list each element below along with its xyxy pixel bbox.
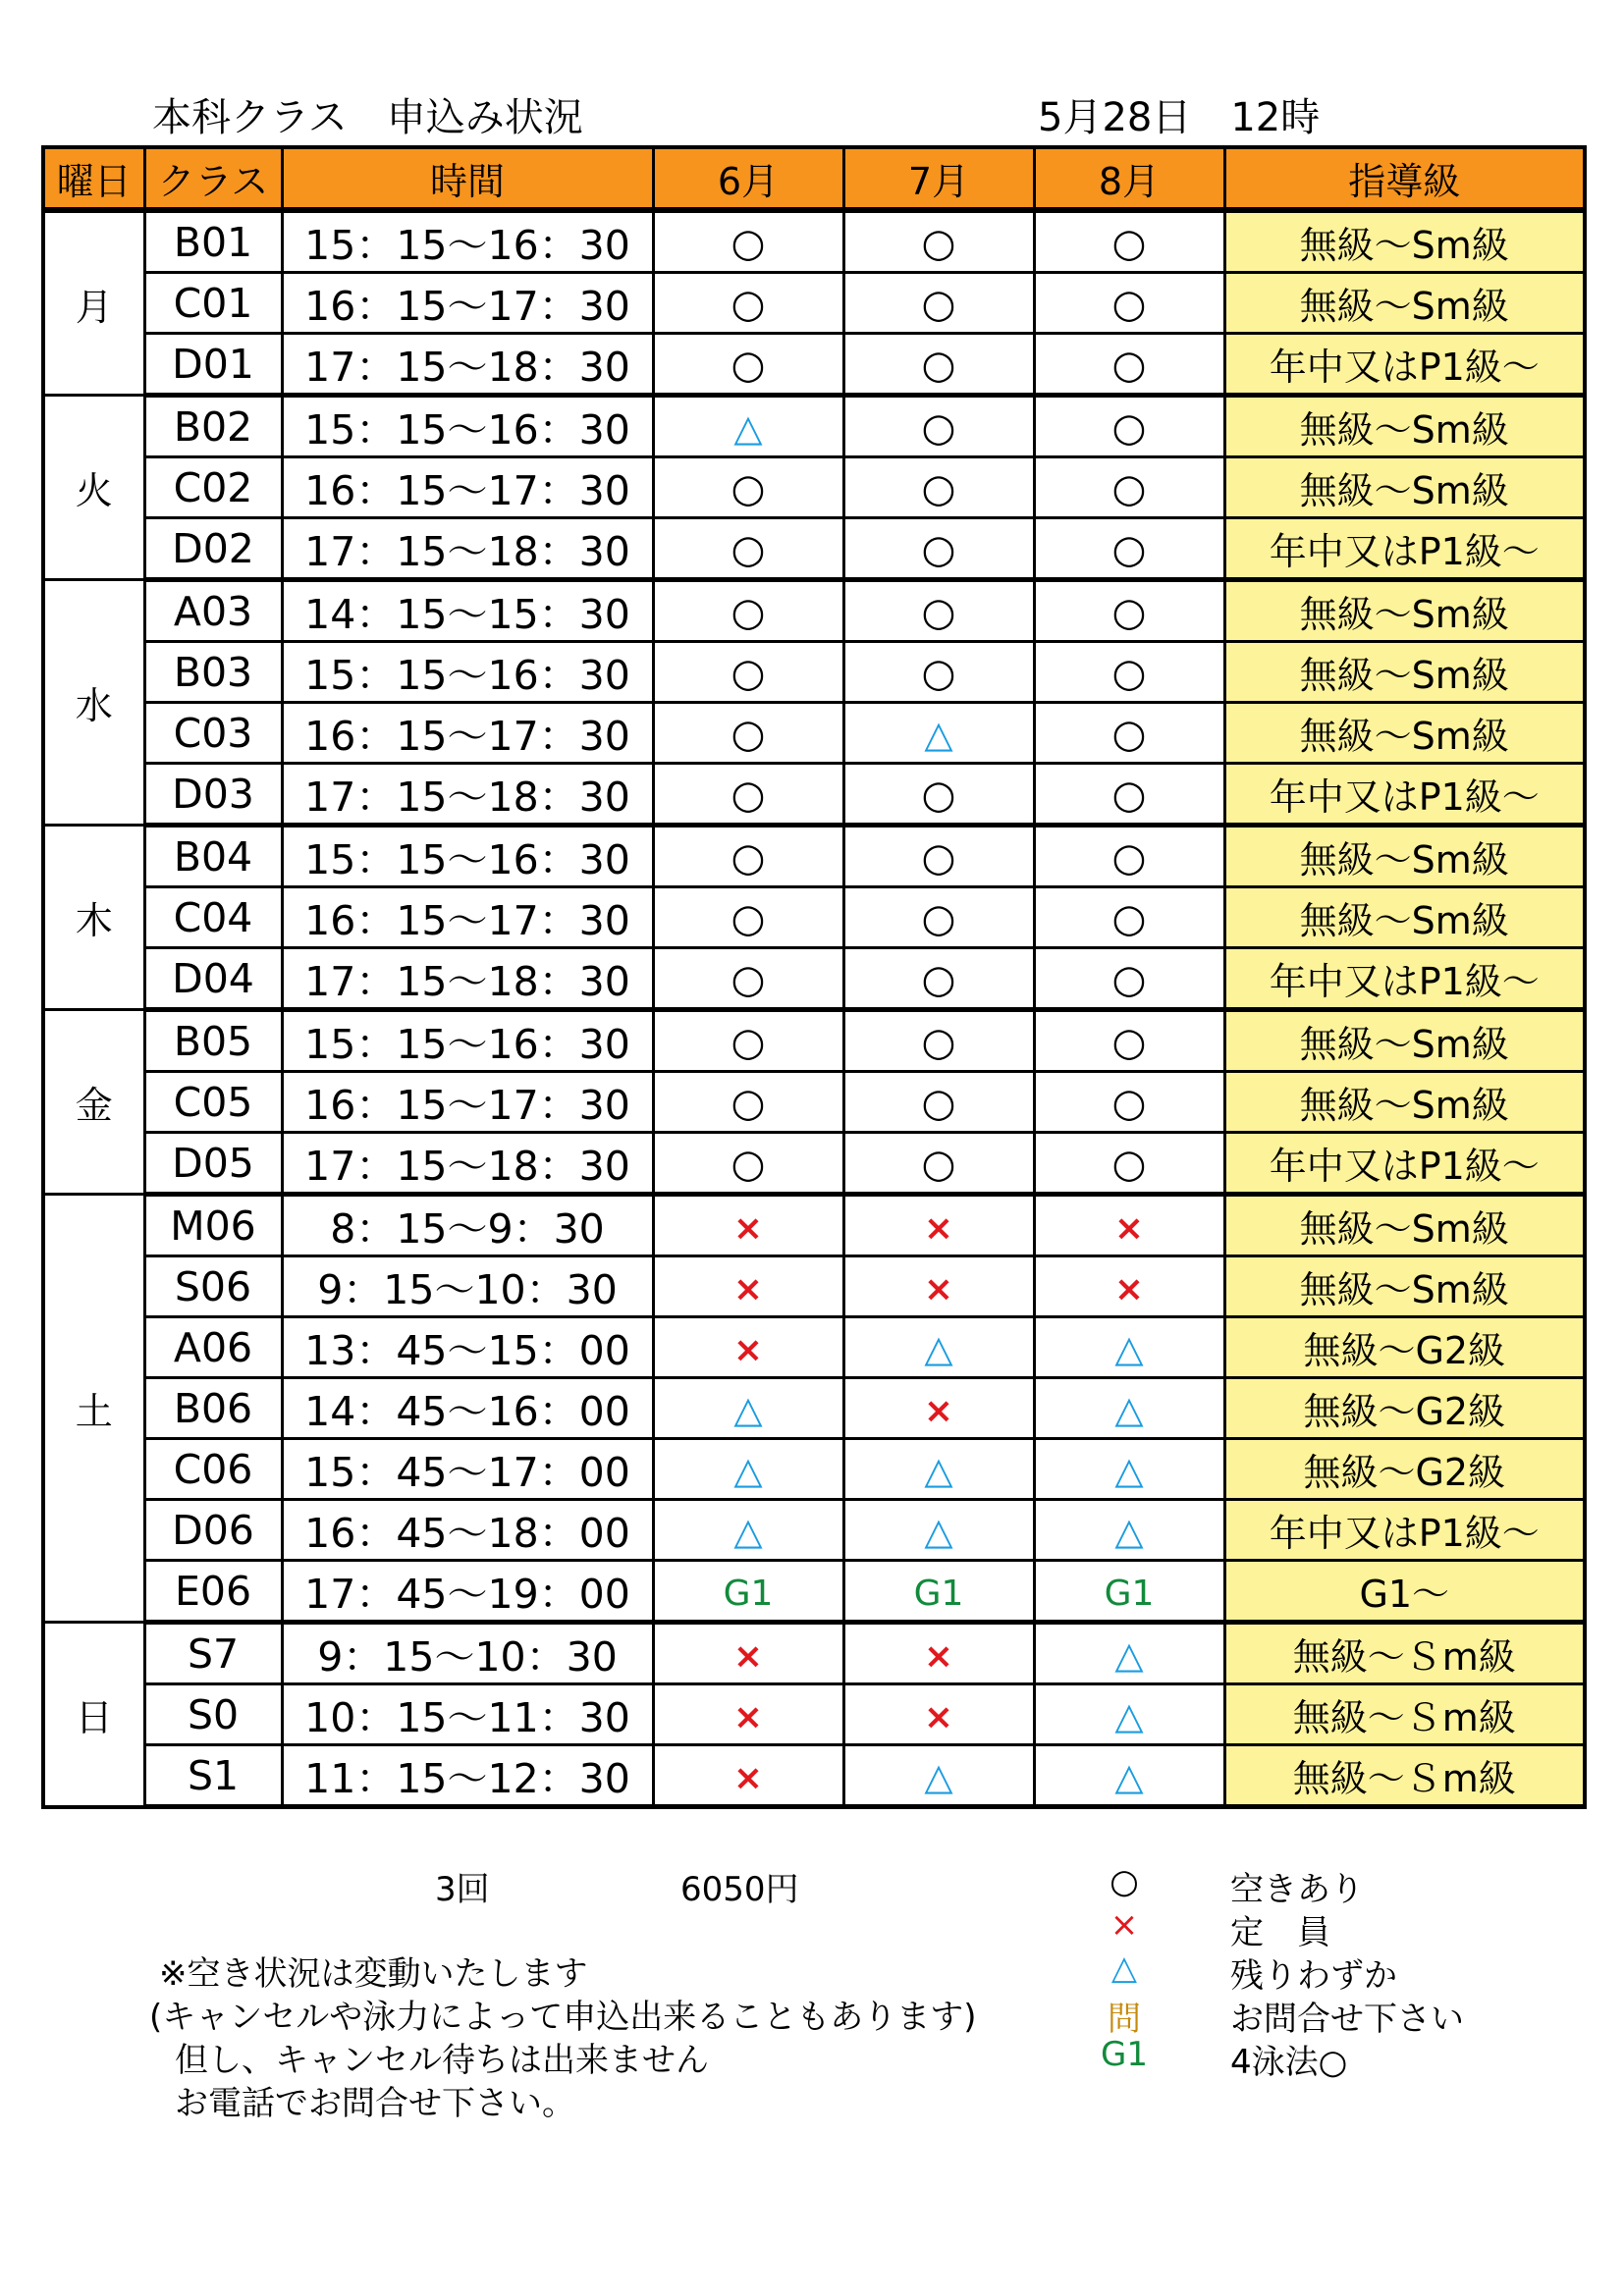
legend-mark: ○ <box>1110 1862 1139 1901</box>
table-row <box>43 1439 1585 1500</box>
availability-july-cell <box>843 826 1034 887</box>
availability-mark: ○ <box>731 1080 766 1126</box>
level-cell: 無級～Sm級 <box>1224 703 1585 764</box>
availability-june-cell <box>653 1561 843 1623</box>
availability-mark: △ <box>924 1509 953 1553</box>
class-code-cell: C06 <box>144 1439 282 1500</box>
note-line: (キャンセルや泳力によって申込出来ることもあります) <box>149 1998 977 2037</box>
availability-mark: ○ <box>731 465 766 511</box>
level-cell: 年中又はP1級～ <box>1224 764 1585 826</box>
level-cell: 年中又はP1級～ <box>1224 1133 1585 1195</box>
time-cell: 15：45～17：00 <box>282 1439 653 1500</box>
time-cell: 17：15～18：30 <box>282 334 653 396</box>
availability-mark: △ <box>733 1387 763 1431</box>
availability-mark: △ <box>924 1326 953 1370</box>
availability-mark: ○ <box>921 220 956 266</box>
availability-mark: △ <box>1114 1632 1144 1677</box>
availability-mark: ○ <box>921 465 956 511</box>
class-code-cell: C02 <box>144 457 282 518</box>
availability-august-cell <box>1034 948 1224 1010</box>
availability-june-cell <box>653 703 843 764</box>
time-cell: 14：45～16：00 <box>282 1378 653 1439</box>
time-cell: 15：15～16：30 <box>282 396 653 457</box>
time-cell: 16：15～17：30 <box>282 457 653 518</box>
availability-august-cell <box>1034 1561 1224 1623</box>
note-line: お電話でお問合せ下さい。 <box>175 2084 575 2123</box>
table-row <box>43 703 1585 764</box>
level-cell: 無級～G2級 <box>1224 1317 1585 1378</box>
level-cell: G1～ <box>1224 1561 1585 1623</box>
availability-july-cell <box>843 764 1034 826</box>
level-cell: 年中又はP1級～ <box>1224 1500 1585 1561</box>
table-row <box>43 1500 1585 1561</box>
level-cell: 年中又はP1級～ <box>1224 518 1585 580</box>
col-header-level: 指導級 <box>1224 147 1585 210</box>
legend-label: お問合せ下さい <box>1230 2000 1464 2039</box>
availability-august-cell <box>1034 642 1224 703</box>
weekday-cell: 金 <box>43 1010 144 1195</box>
lesson-count: 3回 <box>435 1870 490 1909</box>
availability-mark: △ <box>924 1448 953 1492</box>
availability-mark: × <box>732 1207 764 1249</box>
availability-mark: ○ <box>1111 1080 1147 1126</box>
availability-july-cell <box>843 1684 1034 1745</box>
time-cell: 10：15～11：30 <box>282 1684 653 1745</box>
availability-july-cell <box>843 642 1034 703</box>
class-code-cell: A03 <box>144 580 282 642</box>
availability-july-cell <box>843 1623 1034 1684</box>
col-header-june: 6月 <box>653 147 843 210</box>
availability-mark: △ <box>1114 1754 1144 1798</box>
time-cell: 15：15～16：30 <box>282 210 653 273</box>
class-code-cell: S7 <box>144 1623 282 1684</box>
availability-june-cell <box>653 210 843 273</box>
time-cell: 16：15～17：30 <box>282 703 653 764</box>
availability-mark: ○ <box>731 526 766 572</box>
table-row <box>43 1317 1585 1378</box>
availability-mark: × <box>732 1696 764 1737</box>
availability-august-cell <box>1034 764 1224 826</box>
availability-mark: ○ <box>921 404 956 451</box>
availability-august-cell <box>1034 396 1224 457</box>
table-row <box>43 948 1585 1010</box>
availability-mark: ○ <box>731 1141 766 1187</box>
level-cell: 無級～Sm級 <box>1224 1195 1585 1256</box>
availability-august-cell <box>1034 1317 1224 1378</box>
availability-july-cell <box>843 1439 1034 1500</box>
level-cell: 年中又はP1級～ <box>1224 948 1585 1010</box>
availability-july-cell <box>843 1561 1034 1623</box>
col-header-august: 8月 <box>1034 147 1224 210</box>
level-cell: 無級～Sm級 <box>1224 210 1585 273</box>
availability-june-cell <box>653 1623 843 1684</box>
availability-august-cell <box>1034 1072 1224 1133</box>
availability-mark: ○ <box>1111 1141 1147 1187</box>
weekday-cell: 日 <box>43 1623 144 1807</box>
availability-mark: ○ <box>921 956 956 1002</box>
availability-july-cell <box>843 334 1034 396</box>
availability-august-cell <box>1034 887 1224 948</box>
weekday-cell: 木 <box>43 826 144 1010</box>
availability-july-cell <box>843 518 1034 580</box>
availability-mark: ○ <box>921 834 956 881</box>
availability-july-cell <box>843 457 1034 518</box>
availability-august-cell <box>1034 1500 1224 1561</box>
col-header-day: 曜日 <box>43 147 144 210</box>
availability-mark: ○ <box>731 895 766 941</box>
table-row <box>43 1623 1585 1684</box>
page-title: 本科クラス 申込み状況 <box>152 95 583 140</box>
availability-june-cell <box>653 396 843 457</box>
level-cell: 無級～Sm級 <box>1224 1072 1585 1133</box>
class-code-cell: B04 <box>144 826 282 887</box>
availability-mark: △ <box>1114 1693 1144 1737</box>
level-cell: 無級～Sm級 <box>1224 396 1585 457</box>
level-cell: 無級～G2級 <box>1224 1439 1585 1500</box>
availability-july-cell <box>843 1010 1034 1072</box>
time-cell: 16：15～17：30 <box>282 887 653 948</box>
availability-mark: × <box>1113 1207 1145 1249</box>
availability-june-cell <box>653 1745 843 1807</box>
time-cell: 9：15～10：30 <box>282 1256 653 1317</box>
availability-june-cell <box>653 1684 843 1745</box>
col-header-july: 7月 <box>843 147 1034 210</box>
availability-june-cell <box>653 334 843 396</box>
table-row <box>43 826 1585 887</box>
availability-mark: ○ <box>731 650 766 696</box>
availability-august-cell <box>1034 826 1224 887</box>
availability-mark: × <box>732 1329 764 1370</box>
availability-august-cell <box>1034 334 1224 396</box>
legend-label: 残りわずか <box>1230 1956 1397 1996</box>
schedule-table <box>41 145 1587 1809</box>
availability-june-cell <box>653 1378 843 1439</box>
availability-july-cell <box>843 1195 1034 1256</box>
weekday-cell: 火 <box>43 396 144 580</box>
availability-mark: △ <box>733 405 763 450</box>
availability-july-cell <box>843 1378 1034 1439</box>
level-cell: 無級～Sm級 <box>1224 457 1585 518</box>
table-row <box>43 396 1585 457</box>
availability-mark: ○ <box>1111 834 1147 881</box>
availability-june-cell <box>653 1072 843 1133</box>
availability-mark: × <box>1113 1268 1145 1309</box>
availability-mark: ○ <box>1111 895 1147 941</box>
level-cell: 無級～Ｓm級 <box>1224 1623 1585 1684</box>
legend-label: 定 員 <box>1230 1913 1330 1952</box>
availability-mark: × <box>923 1207 954 1249</box>
availability-august-cell <box>1034 273 1224 334</box>
class-code-cell: C04 <box>144 887 282 948</box>
legend-label: 4泳法○ <box>1230 2043 1348 2082</box>
availability-june-cell <box>653 457 843 518</box>
table-row <box>43 1072 1585 1133</box>
table-row <box>43 887 1585 948</box>
class-code-cell: D05 <box>144 1133 282 1195</box>
availability-august-cell <box>1034 210 1224 273</box>
class-code-cell: D06 <box>144 1500 282 1561</box>
table-header-row <box>43 147 1585 210</box>
availability-mark: ○ <box>921 650 956 696</box>
class-code-cell: B02 <box>144 396 282 457</box>
availability-july-cell <box>843 887 1034 948</box>
table-row <box>43 764 1585 826</box>
table-row <box>43 1561 1585 1623</box>
class-code-cell: D04 <box>144 948 282 1010</box>
availability-mark: ○ <box>921 526 956 572</box>
availability-mark: × <box>923 1268 954 1309</box>
weekday-cell: 土 <box>43 1195 144 1623</box>
table-row <box>43 1378 1585 1439</box>
legend-mark: 問 <box>1108 2000 1141 2039</box>
availability-mark: △ <box>1114 1509 1144 1553</box>
availability-june-cell <box>653 518 843 580</box>
availability-mark: ○ <box>731 956 766 1002</box>
availability-july-cell <box>843 1133 1034 1195</box>
class-code-cell: S1 <box>144 1745 282 1807</box>
availability-june-cell <box>653 764 843 826</box>
level-cell: 無級～Sm級 <box>1224 887 1585 948</box>
availability-august-cell <box>1034 1623 1224 1684</box>
availability-august-cell <box>1034 457 1224 518</box>
availability-june-cell <box>653 826 843 887</box>
availability-july-cell <box>843 1256 1034 1317</box>
availability-july-cell <box>843 1317 1034 1378</box>
class-code-cell: A06 <box>144 1317 282 1378</box>
availability-august-cell <box>1034 518 1224 580</box>
availability-june-cell <box>653 948 843 1010</box>
class-code-cell: D01 <box>144 334 282 396</box>
legend-mark: × <box>1110 1905 1139 1945</box>
availability-mark: ○ <box>731 281 766 327</box>
table-row <box>43 210 1585 273</box>
availability-august-cell <box>1034 1378 1224 1439</box>
availability-mark: △ <box>924 712 953 756</box>
availability-mark: ○ <box>921 895 956 941</box>
level-cell: 無級～Sm級 <box>1224 1010 1585 1072</box>
availability-june-cell <box>653 887 843 948</box>
availability-august-cell <box>1034 1745 1224 1807</box>
availability-mark: ○ <box>1111 1019 1147 1065</box>
availability-mark: ○ <box>731 1019 766 1065</box>
table-row <box>43 580 1585 642</box>
availability-mark: ○ <box>921 281 956 327</box>
availability-august-cell <box>1034 1256 1224 1317</box>
level-cell: 無級～Sm級 <box>1224 273 1585 334</box>
availability-august-cell <box>1034 1439 1224 1500</box>
availability-june-cell <box>653 1010 843 1072</box>
legend-mark: G1 <box>1101 2035 1148 2074</box>
availability-august-cell <box>1034 1684 1224 1745</box>
note-line: ※空き状況は変動いたします <box>159 1954 588 1994</box>
availability-august-cell <box>1034 580 1224 642</box>
table-row <box>43 1745 1585 1807</box>
class-code-cell: B03 <box>144 642 282 703</box>
class-code-cell: S06 <box>144 1256 282 1317</box>
availability-mark: ○ <box>921 589 956 635</box>
table-row <box>43 457 1585 518</box>
availability-mark: G1 <box>913 1573 964 1614</box>
availability-july-cell <box>843 396 1034 457</box>
availability-mark: ○ <box>1111 465 1147 511</box>
availability-mark: ○ <box>1111 526 1147 572</box>
availability-august-cell <box>1034 1133 1224 1195</box>
availability-july-cell <box>843 1745 1034 1807</box>
time-cell: 9：15～10：30 <box>282 1623 653 1684</box>
availability-mark: ○ <box>731 342 766 388</box>
class-code-cell: C03 <box>144 703 282 764</box>
class-code-cell: C05 <box>144 1072 282 1133</box>
availability-mark: △ <box>733 1509 763 1553</box>
availability-july-cell <box>843 1072 1034 1133</box>
availability-july-cell <box>843 1500 1034 1561</box>
availability-mark: ○ <box>1111 342 1147 388</box>
class-code-cell: C01 <box>144 273 282 334</box>
availability-mark: × <box>732 1757 764 1798</box>
table-row <box>43 1256 1585 1317</box>
time-cell: 16：15～17：30 <box>282 1072 653 1133</box>
availability-june-cell <box>653 1439 843 1500</box>
time-cell: 15：15～16：30 <box>282 1010 653 1072</box>
availability-mark: △ <box>733 1448 763 1492</box>
availability-mark: × <box>923 1390 954 1431</box>
availability-mark: ○ <box>731 220 766 266</box>
availability-june-cell <box>653 1317 843 1378</box>
availability-july-cell <box>843 210 1034 273</box>
col-header-class: クラス <box>144 147 282 210</box>
table-row <box>43 518 1585 580</box>
availability-mark: △ <box>924 1754 953 1798</box>
weekday-cell: 水 <box>43 580 144 826</box>
availability-mark: ○ <box>1111 404 1147 451</box>
time-cell: 17：15～18：30 <box>282 1133 653 1195</box>
class-code-cell: M06 <box>144 1195 282 1256</box>
availability-mark: G1 <box>723 1573 774 1614</box>
availability-july-cell <box>843 273 1034 334</box>
availability-mark: ○ <box>1111 772 1147 818</box>
availability-mark: × <box>923 1696 954 1737</box>
availability-mark: × <box>732 1268 764 1309</box>
time-cell: 14：15～15：30 <box>282 580 653 642</box>
availability-mark: △ <box>1114 1448 1144 1492</box>
level-cell: 無級～G2級 <box>1224 1378 1585 1439</box>
legend-label: 空きあり <box>1230 1870 1364 1909</box>
weekday-cell: 月 <box>43 210 144 396</box>
time-cell: 16：45～18：00 <box>282 1500 653 1561</box>
time-cell: 15：15～16：30 <box>282 642 653 703</box>
availability-mark: ○ <box>731 772 766 818</box>
time-cell: 15：15～16：30 <box>282 826 653 887</box>
time-cell: 11：15～12：30 <box>282 1745 653 1807</box>
level-cell: 無級～Sm級 <box>1224 642 1585 703</box>
level-cell: 無級～Sm級 <box>1224 580 1585 642</box>
availability-mark: ○ <box>1111 589 1147 635</box>
availability-mark: △ <box>1114 1387 1144 1431</box>
availability-mark: ○ <box>1111 281 1147 327</box>
table-row <box>43 1010 1585 1072</box>
time-cell: 17：15～18：30 <box>282 518 653 580</box>
availability-june-cell <box>653 1256 843 1317</box>
table-row <box>43 1684 1585 1745</box>
time-cell: 17：15～18：30 <box>282 948 653 1010</box>
class-code-cell: D02 <box>144 518 282 580</box>
availability-mark: ○ <box>921 1080 956 1126</box>
table-row <box>43 642 1585 703</box>
legend-mark: △ <box>1110 1949 1138 1988</box>
availability-mark: ○ <box>731 589 766 635</box>
availability-june-cell <box>653 1500 843 1561</box>
availability-mark: ○ <box>921 342 956 388</box>
availability-august-cell <box>1034 703 1224 764</box>
availability-august-cell <box>1034 1010 1224 1072</box>
availability-mark: ○ <box>921 1141 956 1187</box>
class-code-cell: B05 <box>144 1010 282 1072</box>
table-row <box>43 1133 1585 1195</box>
availability-july-cell <box>843 948 1034 1010</box>
class-code-cell: D03 <box>144 764 282 826</box>
availability-mark: ○ <box>1111 956 1147 1002</box>
time-cell: 17：15～18：30 <box>282 764 653 826</box>
availability-june-cell <box>653 642 843 703</box>
availability-mark: × <box>732 1635 764 1677</box>
class-code-cell: E06 <box>144 1561 282 1623</box>
availability-june-cell <box>653 580 843 642</box>
availability-july-cell <box>843 580 1034 642</box>
update-datetime: 5月28日 12時 <box>1038 95 1321 140</box>
lesson-price: 6050円 <box>680 1870 799 1909</box>
note-line: 但し、キャンセル待ちは出来ません <box>175 2041 709 2080</box>
availability-mark: ○ <box>921 1019 956 1065</box>
availability-mark: ○ <box>1111 650 1147 696</box>
availability-august-cell <box>1034 1195 1224 1256</box>
availability-mark: ○ <box>1111 220 1147 266</box>
level-cell: 無級～Ｓm級 <box>1224 1684 1585 1745</box>
level-cell: 無級～Sm級 <box>1224 826 1585 887</box>
availability-mark: ○ <box>731 711 766 757</box>
time-cell: 16：15～17：30 <box>282 273 653 334</box>
time-cell: 13：45～15：00 <box>282 1317 653 1378</box>
availability-mark: G1 <box>1104 1573 1155 1614</box>
schedule-body <box>43 210 1585 1807</box>
availability-mark: △ <box>1114 1326 1144 1370</box>
time-cell: 8：15～9：30 <box>282 1195 653 1256</box>
level-cell: 無級～Ｓm級 <box>1224 1745 1585 1807</box>
class-code-cell: B06 <box>144 1378 282 1439</box>
availability-june-cell <box>653 1195 843 1256</box>
availability-june-cell <box>653 1133 843 1195</box>
level-cell: 年中又はP1級～ <box>1224 334 1585 396</box>
class-code-cell: B01 <box>144 210 282 273</box>
table-row <box>43 334 1585 396</box>
availability-mark: ○ <box>921 772 956 818</box>
class-code-cell: S0 <box>144 1684 282 1745</box>
availability-june-cell <box>653 273 843 334</box>
table-row <box>43 1195 1585 1256</box>
col-header-time: 時間 <box>282 147 653 210</box>
availability-mark: ○ <box>731 834 766 881</box>
availability-mark: × <box>923 1635 954 1677</box>
time-cell: 17：45～19：00 <box>282 1561 653 1623</box>
availability-july-cell <box>843 703 1034 764</box>
table-row <box>43 273 1585 334</box>
level-cell: 無級～Sm級 <box>1224 1256 1585 1317</box>
availability-mark: ○ <box>1111 711 1147 757</box>
